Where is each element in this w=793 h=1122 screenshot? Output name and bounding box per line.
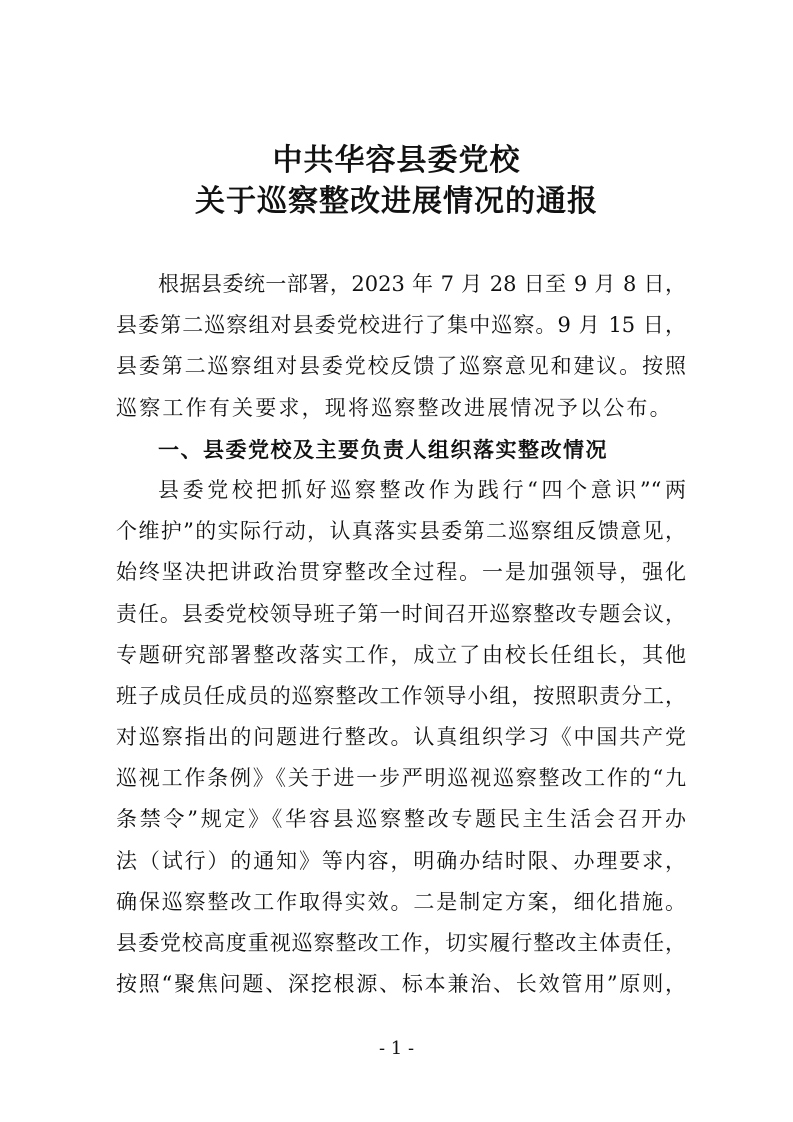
section-heading: 一、县委党校及主要负责人组织落实整改情况 (158, 436, 608, 462)
paragraph-line: 巡视工作条例》《关于进一步严明巡视巡察整改工作的“九 (116, 766, 686, 791)
paragraph-line: 班子成员任成员的巡察整改工作领导小组，按照职责分工， (116, 683, 686, 708)
paragraph-line: 法（试行）的通知》等内容，明确办结时限、办理要求， (116, 848, 686, 873)
paragraph-line: 责任。县委党校领导班子第一时间召开巡察整改专题会议， (116, 601, 686, 626)
paragraph-line: 个维护”的实际行动，认真落实县委第二巡察组反馈意见， (116, 519, 686, 544)
paragraph-line: 对巡察指出的问题进行整改。认真组织学习《中国共产党 (116, 725, 686, 750)
document-body (116, 264, 686, 1005)
paragraph-line: 县委第二巡察组对县委党校反馈了巡察意见和建议。按照 (116, 354, 686, 379)
paragraph-line: 县委党校高度重视巡察整改工作，切实履行整改主体责任， (116, 931, 686, 955)
paragraph-line: 巡察工作有关要求，现将巡察整改进展情况予以公布。 (116, 395, 673, 420)
paragraph-line: 根据县委统一部署，2023 年 7 月 28 日至 9 月 8 日， (158, 272, 686, 296)
paragraph-line: 县委党校把抓好巡察整改作为践行“四个意识”“两 (158, 477, 686, 502)
paragraph-line: 专题研究部署整改落实工作，成立了由校长任组长，其他 (116, 642, 686, 667)
document-title-line-1: 中共华容县委党校 (272, 143, 521, 178)
paragraph-line: 确保巡察整改工作取得实效。二是制定方案，细化措施。 (116, 889, 686, 914)
page-number: - 1 - (378, 1038, 415, 1059)
document-title-line-2: 关于巡察整改进展情况的通报 (195, 184, 598, 219)
paragraph-line: 县委第二巡察组对县委党校进行了集中巡察。9 月 15 日， (116, 313, 686, 338)
paragraph-line: 按照“聚焦问题、深挖根源、标本兼治、长效管用”原则， (116, 972, 686, 997)
paragraph-line: 条禁令”规定》《华容县巡察整改专题民主生活会召开办 (116, 807, 686, 832)
paragraph-line: 始终坚决把讲政治贯穿整改全过程。一是加强领导，强化 (116, 560, 686, 585)
